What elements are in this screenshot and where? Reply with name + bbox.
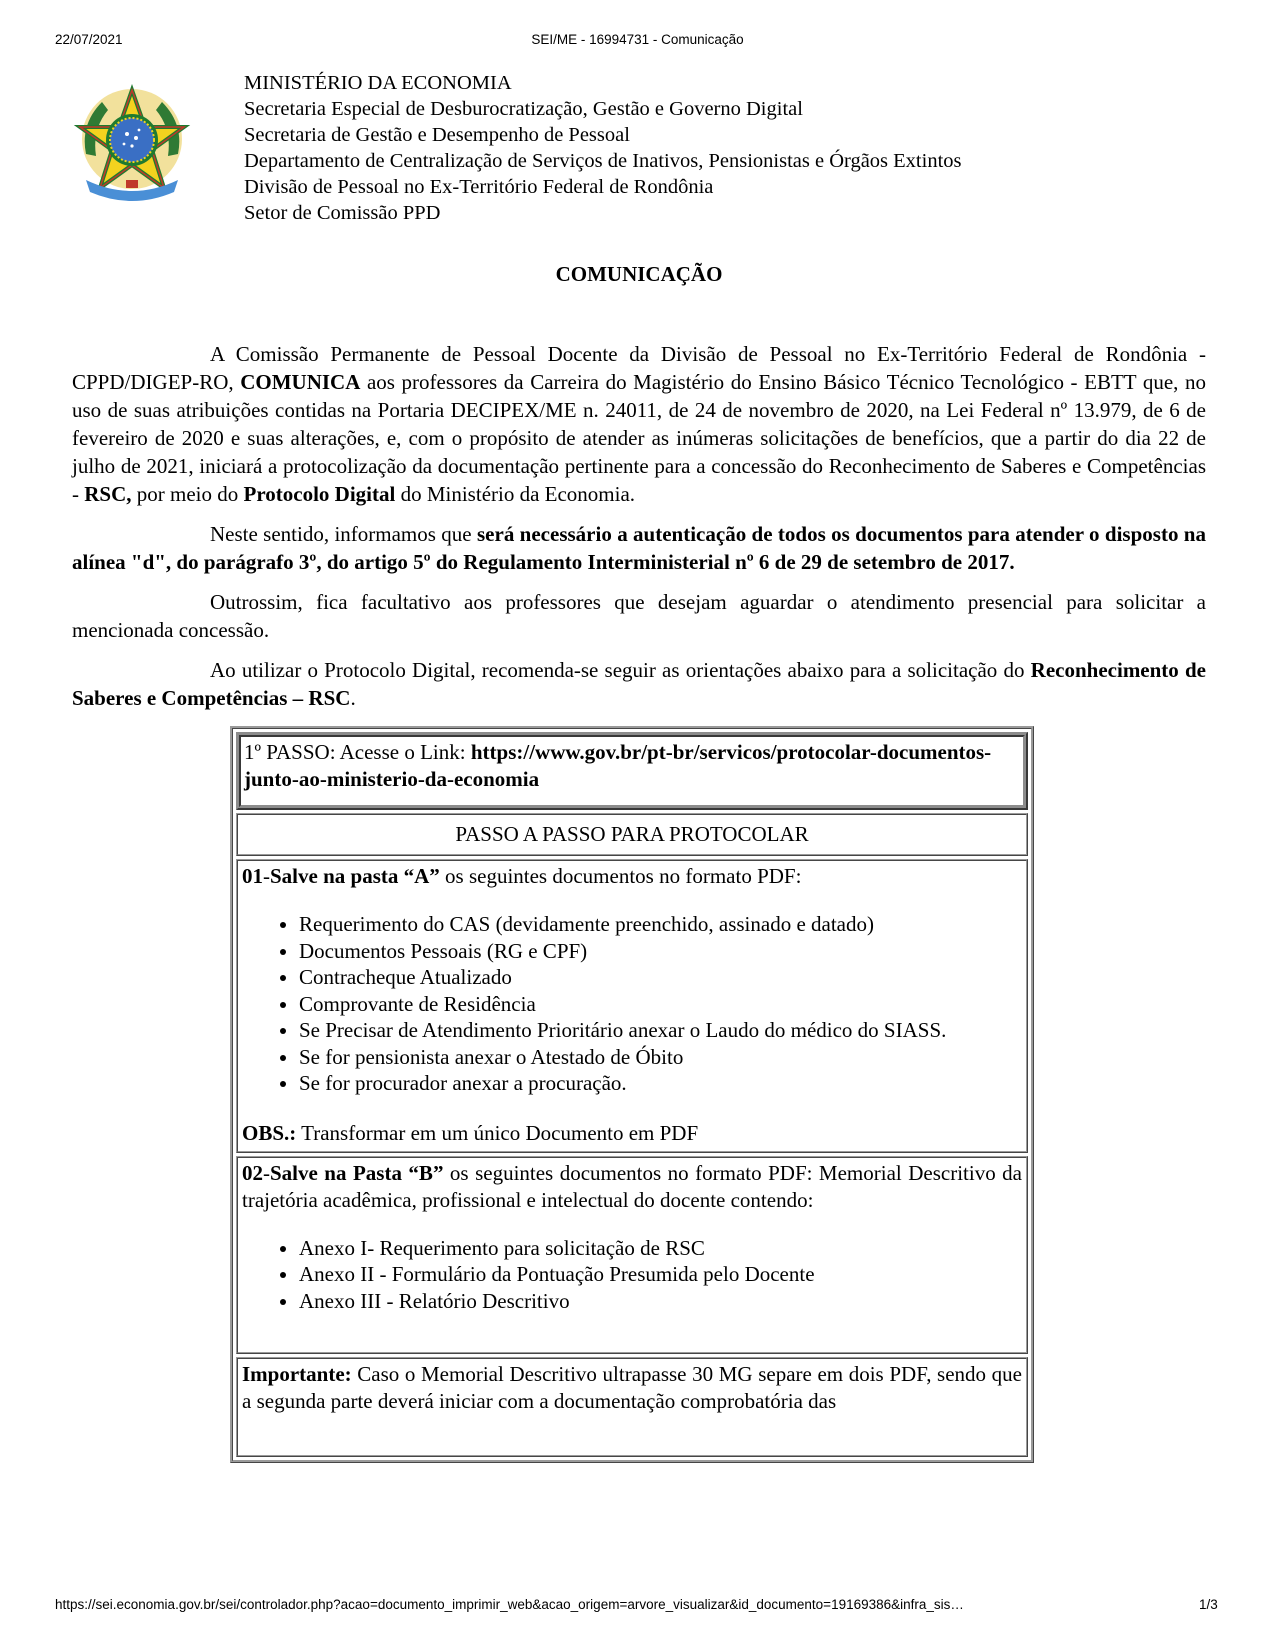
list-item: • Contracheque Atualizado [299,964,1022,991]
text: os seguintes documentos no formato PDF: [439,864,802,888]
table-row [236,859,1028,1153]
print-url: https://sei.economia.gov.br/sei/controlador.php?acao=documento_imprimir_web&acao_origem=arvore_visualizar&id_documento=19169386&infra_sis… [55,1597,964,1612]
list-item: • Comprovante de Residência [299,991,1022,1018]
text: Neste sentido, informamos que [210,522,477,546]
secretariat: Secretaria de Gestão e Desempenho de Pessoal [244,124,630,146]
table-row [236,813,1028,856]
document [72,70,1206,1463]
paragraph-instructions [72,656,1206,712]
table-row [236,732,1028,810]
print-header [0,32,1275,52]
sector: Setor de Comissão PPD [244,202,441,224]
step1-cell [236,732,1028,810]
bold-text: Reconhecimento de Saberes e Competências – RSC [72,658,1206,710]
folder-a-label: Salve na pasta “A” [270,864,440,888]
coat-of-arms-icon [72,84,192,204]
document-title: COMUNICAÇÃO [555,262,723,286]
bold-text: COMUNICA [240,370,361,394]
page-number: 1/3 [1199,1597,1218,1612]
text: do Ministério da Economia. [395,482,636,506]
folder-b-list [242,1235,1022,1315]
table-row [236,1156,1028,1355]
folder-b-label: Salve na Pasta “B” [270,1160,444,1185]
text: aos professores da Carreira do Magistério do Ensino Básico Técnico Tecnológico - EBTT que, no uso de suas atribuições contidas na Portaria DECIPEX/ME n. 24011, de 24 de novembro de 2020, na Lei Federal nº 13.979, de 6 de fevereiro de 2020 e suas alterações, e, com o propósito de atender as inúmeras solicitações de benefícios, que a partir do dia 22 de julho de 2021, iniciará a protocolização da documentação pertinente para a concessão do Reconhecimento de Saberes e Competências - [72,370,1206,506]
paragraph-authentication [72,520,1206,576]
list-item: • Anexo II - Formulário da Pontuação Presumida pelo Docente [299,1261,1022,1288]
list-item: • Se for procurador anexar a procuração. [299,1070,1022,1097]
important-label: Importante: [242,1362,352,1386]
text: . [350,686,356,710]
text: os seguintes documentos no formato PDF: Memorial Descritivo da trajetória acadêmica, profissional e intelectual do docente contendo: [242,1160,1022,1212]
step-number: 02 [242,1160,263,1185]
list-item: • Anexo I- Requerimento para solicitação de RSC [299,1235,1022,1262]
text: A Comissão Permanente de Pessoal Docente da Divisão de Pessoal no Ex-Território Federal de Rondônia - CPPD/DIGEP-RO, [72,342,1206,394]
letterhead [72,70,1206,230]
bold-text: RSC, [84,482,132,506]
list-item: • Anexo III - Relatório Descritivo [299,1288,1022,1315]
obs-label: OBS.: [242,1120,297,1145]
list-item: • Documentos Pessoais (RG e CPF) [299,938,1022,965]
division: Divisão de Pessoal no Ex-Território Federal de Rondônia [244,176,714,198]
steps-table [230,726,1034,1463]
folder-a-cell: 01-Salve na pasta “A” os seguintes documentos no formato PDF: • Requerimento do CAS (devidamente preenchido, assinado e datado) • Documentos Pessoais (RG e CPF) • Contracheque Atualizado • Comprovante de Residência • Se Precisar de Atendimento Prioritário anexar o Laudo do médico do SIASS. • Se for pensionista anexar o Atestado de Óbito • Se for procurador anexar a procuração. OBS.: Transformar em um único Documento em PDF [236,859,1028,1153]
print-title: SEI/ME - 16994731 - Comunicação [531,32,744,47]
letterhead-lines [244,70,962,226]
paragraph-optional: Outrossim, fica facultativo aos professores que desejam aguardar o atendimento presencial para solicitar a mencionada concessão. [72,590,1206,642]
list-item: • Requerimento do CAS (devidamente preenchido, assinado e datado) [299,911,1022,938]
steps-heading: PASSO A PASSO PARA PROTOCOLAR [236,813,1028,856]
step-number: 01 [242,864,263,888]
text: Ao utilizar o Protocolo Digital, recomenda-se seguir as orientações abaixo para a solicitação do [210,658,1031,682]
step1-link[interactable]: https://www.gov.br/pt-br/servicos/protocolar-documentos-junto-ao-ministerio-da-economia [244,740,992,791]
folder-b-cell: 02-Salve na Pasta “B” os seguintes documentos no formato PDF: Memorial Descritivo da trajetória acadêmica, profissional e intelectual do docente contendo: • Anexo I- Requerimento para solicitação de RSC • Anexo II - Formulário da Pontuação Presumida pelo Docente • Anexo III - Relatório Descritivo [236,1156,1028,1355]
paragraph-announcement [72,340,1206,508]
list-item: • Se for pensionista anexar o Atestado de Óbito [299,1044,1022,1071]
obs-text: Transformar em um único Documento em PDF [296,1120,699,1145]
list-item: • Se Precisar de Atendimento Prioritário anexar o Laudo do médico do SIASS. [299,1017,1022,1044]
bold-text: Protocolo Digital [243,482,396,506]
important-cell [236,1357,1028,1457]
secretariat-special: Secretaria Especial de Desburocratização, Gestão e Governo Digital [244,98,803,120]
print-footer [0,1597,1275,1617]
ministry-name: MINISTÉRIO DA ECONOMIA [244,72,512,94]
step1-label: 1º PASSO: Acesse o Link: [244,740,471,764]
text: por meio do [131,482,244,506]
department: Departamento de Centralização de Serviços de Inativos, Pensionistas e Órgãos Extintos [244,150,962,172]
bold-text: será necessário a autenticação de todos os documentos para atender o disposto na alínea "d", do parágrafo 3º, do artigo 5º do Regulamento Interministerial nº 6 de 29 de setembro de 2017. [72,522,1206,574]
folder-a-list [242,911,1022,1097]
important-text: Caso o Memorial Descritivo ultrapasse 30 MG separe em dois PDF, sendo que a segunda parte deverá iniciar com a documentação comprobatória das [242,1362,1022,1413]
print-date: 22/07/2021 [55,32,123,47]
table-row [236,1357,1028,1457]
